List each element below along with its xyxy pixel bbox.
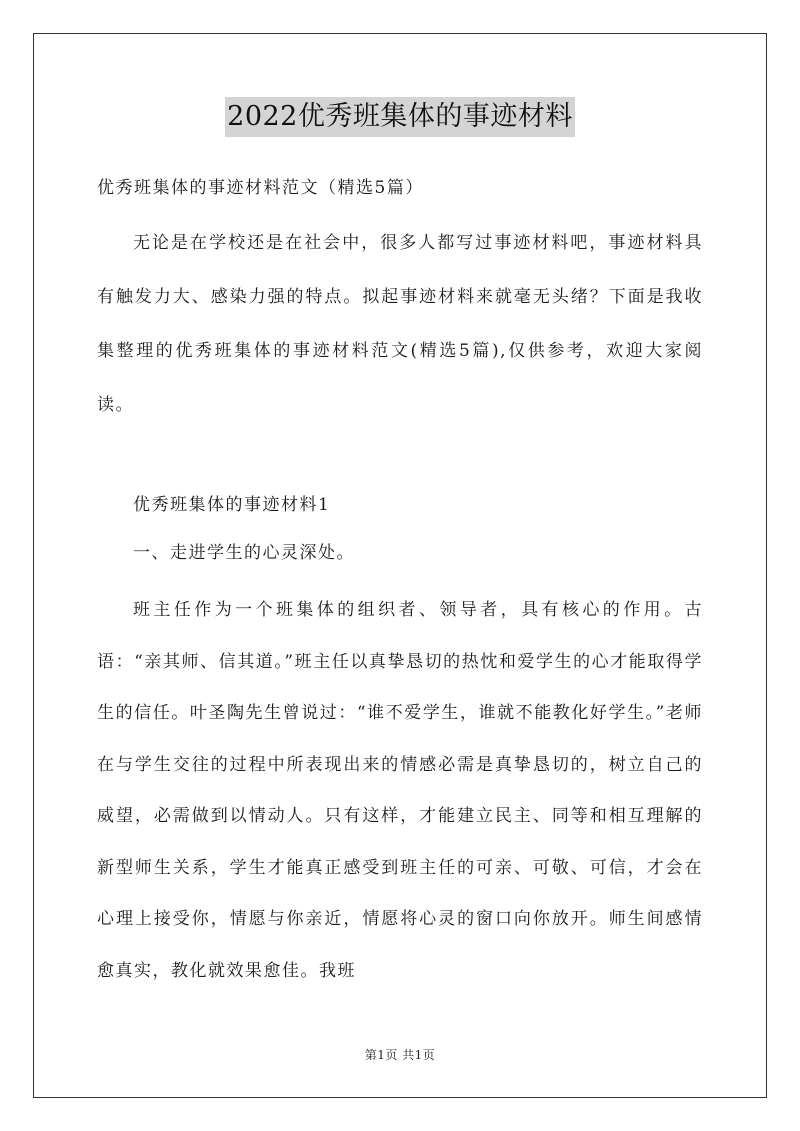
intro-paragraph: 无论是在学校还是在社会中，很多人都写过事迹材料吧，事迹材料具有触发力大、感染力强的特点。拟起事迹材料来就毫无头绪？下面是我收集整理的优秀班集体的事迹材料范文(精选5篇),仅供参考，欢迎大家阅读。 bbox=[97, 233, 703, 415]
section-title: 优秀班集体的事迹材料1 bbox=[133, 495, 331, 515]
document-title: 2022优秀班集体的事迹材料 bbox=[225, 97, 575, 137]
title-container bbox=[0, 97, 800, 137]
body-paragraph: 班主任作为一个班集体的组织者、领导者，具有核心的作用。古语：“亲其师、信其道。”班主任以真挚恳切的热忱和爱学生的心才能取得学生的信任。叶圣陶先生曾说过：“谁不爱学生，谁就不能教化好学生。”老师在与学生交往的过程中所表现出来的情感必需是真挚恳切的，树立自己的威望，必需做到以情动人。只有这样，才能建立民主、同等和相互理解的新型师生关系，学生才能真正感受到班主任的可亲、可敬、可信，才会在心理上接受你，情愿与你亲近，情愿将心灵的窗口向你放开。师生间感情愈真实，教化就效果愈佳。我班 bbox=[97, 600, 703, 981]
document-subtitle: 优秀班集体的事迹材料范文（精选5篇） bbox=[97, 178, 424, 198]
page-footer: 第1页 共1页 bbox=[364, 1048, 436, 1062]
section-heading: 一、走进学生的心灵深处。 bbox=[133, 543, 355, 563]
